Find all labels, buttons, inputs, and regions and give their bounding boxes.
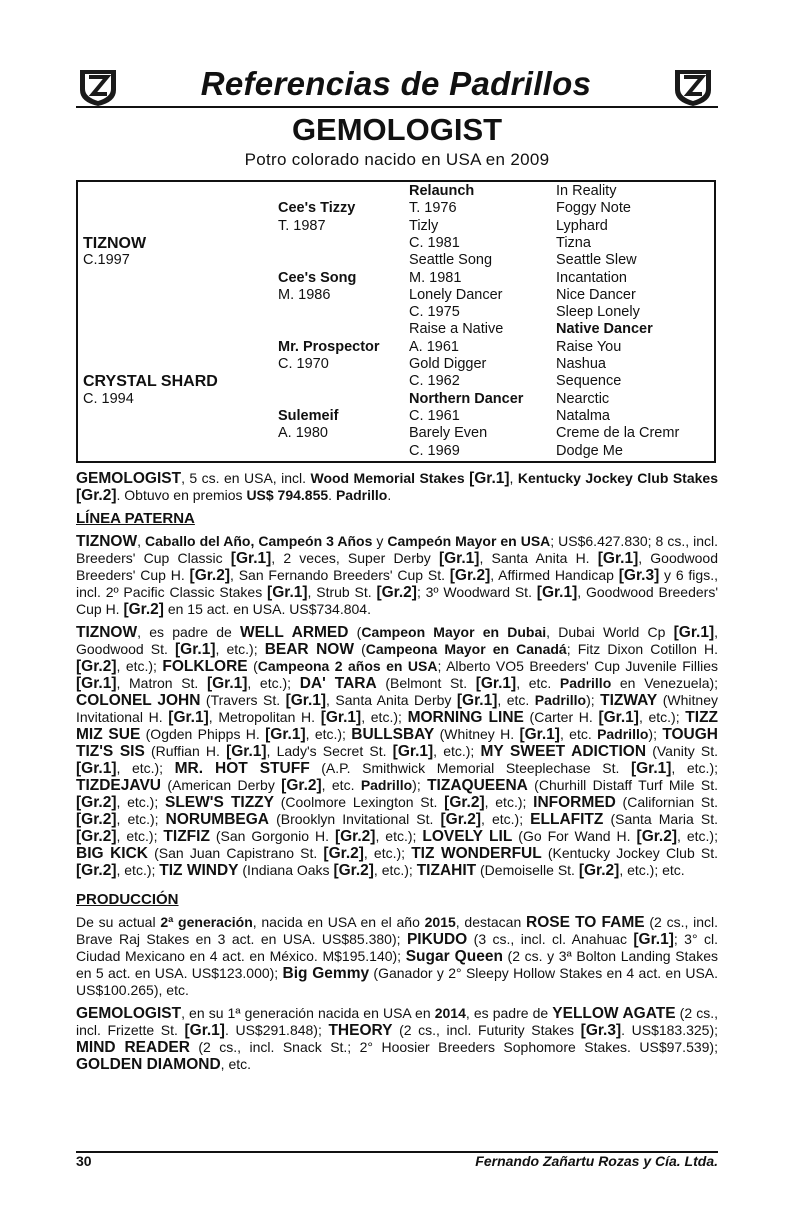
- horse-name-ref: PIKUDO: [406, 931, 468, 948]
- grade-label: [Gr.1]: [76, 760, 117, 777]
- pedigree-cell: Northern Dancer: [409, 390, 524, 407]
- grade-label: [Gr.1]: [168, 709, 209, 726]
- text-run: , Dubai World Cp: [546, 624, 674, 640]
- horse-name-ref: Big Gemmy: [282, 965, 370, 982]
- text-run: , 5 cs. en USA, incl.: [181, 470, 311, 486]
- grade-label: [Gr.2]: [323, 845, 364, 862]
- text-run: , etc.: [321, 777, 361, 793]
- pedigree-cell: In Reality: [556, 183, 617, 199]
- grade-label: [Gr.2]: [636, 828, 678, 845]
- pedigree-cell: Sequence: [556, 373, 622, 390]
- horse-name-ref: Sugar Queen: [405, 948, 503, 965]
- text-run: (Whitney H.: [434, 726, 520, 742]
- pedigree-cell: C.1997: [83, 252, 130, 269]
- pedigree-cell: Foggy Note: [556, 200, 631, 217]
- pedigree-cell: C. 1962: [409, 373, 460, 390]
- text-run: (San Juan Capistrano St.: [148, 845, 324, 861]
- header-divider: [76, 106, 718, 108]
- text-run: Kentucky Jockey Club Stakes: [517, 470, 718, 486]
- text-run: Padrillo: [534, 692, 587, 708]
- horse-name-ref: FOLKLORE: [162, 658, 248, 675]
- grade-label: [Gr.2]: [76, 828, 117, 845]
- text-run: Padrillo: [597, 726, 649, 742]
- text-run: (Churhill Distaff Turf Mile St.: [527, 777, 719, 793]
- text-run: (Santa Maria St.: [603, 811, 718, 827]
- grade-label: [Gr.2]: [76, 811, 117, 828]
- grade-label: [Gr.1]: [206, 675, 248, 692]
- horse-name-ref: NORUMBEGA: [165, 811, 269, 828]
- text-run: , en su 1ª generación nacida en USA en: [181, 1005, 435, 1021]
- horse-name-ref: SLEW'S TIZZY: [164, 794, 274, 811]
- grade-label: [Gr.3]: [618, 567, 660, 584]
- text-run: (2 cs., incl. Snack St.; 2° Hoosier Breeders Sophomore Stakes. US$97.539);: [189, 1039, 718, 1055]
- text-run: (: [247, 658, 258, 674]
- grade-label: [Gr.1]: [630, 760, 672, 777]
- text-run: (3 cs., incl. cl. Anahuac: [467, 931, 634, 947]
- grade-label: [Gr.1]: [285, 692, 327, 709]
- text-run: (Ogden Phipps H.: [140, 726, 266, 742]
- text-run: (Vanity St.: [646, 743, 719, 759]
- text-run: ; 3º Woodward St.: [416, 584, 537, 600]
- section-title-paternal: LÍNEA PATERNA: [76, 510, 195, 527]
- text-run: ,: [137, 533, 146, 549]
- stud-emblem-icon: [671, 64, 715, 108]
- text-run: (Californian St.: [615, 794, 718, 810]
- text-run: en 15 act. en USA. US$734.804.: [163, 601, 371, 617]
- text-run: .: [328, 487, 336, 503]
- pedigree-cell: Relaunch: [409, 183, 475, 199]
- grade-label: [Gr.1]: [456, 692, 498, 709]
- text-run: , San Fernando Breeders' Cup St.: [230, 567, 450, 583]
- pedigree-cell: Nice Dancer: [556, 286, 636, 303]
- text-run: , Affirmed Handicap: [490, 567, 619, 583]
- text-run: , es padre de: [465, 1005, 553, 1021]
- pedigree-cell: C. 1981: [409, 234, 460, 251]
- text-run: ; 3° cl. Ciudad Mexicano en 4 act. en México. M$195.140);: [76, 931, 718, 964]
- grade-label: [Gr.2]: [189, 567, 231, 584]
- grade-label: [Gr.1]: [475, 675, 517, 692]
- grade-label: [Gr.1]: [392, 743, 434, 760]
- pedigree-cell: Incantation: [556, 269, 627, 286]
- text-run: (Go For Wand H.: [512, 828, 637, 844]
- pedigree-cell: Cee's Tizzy: [278, 200, 356, 217]
- horse-name-ref: TIZAQUEENA: [427, 777, 528, 794]
- text-run: , etc.);: [116, 862, 160, 878]
- text-run: (American Derby: [160, 777, 282, 793]
- grade-label: [Gr.1]: [536, 584, 578, 601]
- grade-label: [Gr.2]: [76, 862, 117, 879]
- pedigree-table: [76, 180, 716, 463]
- grade-label: [Gr.1]: [175, 641, 216, 658]
- text-run: (San Gorgonio H.: [209, 828, 335, 844]
- text-run: , Goodwood Breeders' Cup H.: [76, 584, 718, 617]
- pedigree-cell: Raise You: [556, 338, 622, 355]
- horse-name: GEMOLOGIST: [291, 112, 503, 147]
- text-run: (2 cs. y 3ª Bolton Landing Stakes en 5 act. en USA. US$123.000);: [76, 948, 718, 981]
- text-run: , etc.);: [361, 709, 408, 725]
- pedigree-cell: M. 1981: [409, 269, 462, 286]
- text-run: (A.P. Smithwick Memorial Steeplechase St.: [309, 760, 631, 776]
- pedigree-cell: C. 1994: [83, 390, 134, 407]
- pedigree-cell: A. 1980: [278, 425, 328, 442]
- horse-name-ref: TIZFIZ: [163, 828, 210, 845]
- grade-label: [Gr.1]: [267, 584, 308, 601]
- horse-name-ref: TIZZ MIZ SUE: [76, 709, 719, 743]
- pedigree-cell: C. 1961: [409, 407, 460, 424]
- horse-name-ref: BULLSBAY: [351, 726, 435, 743]
- production-paragraph-1: [76, 914, 718, 999]
- text-run: , etc.);: [677, 828, 718, 844]
- pedigree-cell: Barely Even: [409, 425, 488, 442]
- grade-label: [Gr.1]: [597, 550, 639, 567]
- text-run: (Kentucky Jockey Club St.: [541, 845, 718, 861]
- text-run: Campeon Mayor en Dubai: [361, 624, 547, 640]
- text-run: , nacida en USA en el año: [252, 914, 425, 930]
- text-run: . US$291.848);: [224, 1022, 329, 1038]
- text-run: , Goodwood St.: [76, 624, 718, 657]
- text-run: Campeón Mayor en USA: [387, 533, 551, 549]
- grade-label: [Gr.2]: [123, 601, 164, 618]
- text-run: (2 cs., incl. Brave Raj Stakes en 3 act. en USA. US$85.380);: [76, 914, 719, 947]
- grade-label: [Gr.1]: [519, 726, 560, 743]
- text-run: ,: [509, 470, 518, 486]
- grade-label: [Gr.2]: [444, 794, 485, 811]
- text-run: );: [648, 726, 663, 742]
- horse-name-ref: TIZNOW: [76, 533, 138, 550]
- horse-name-ref: ELLAFITZ: [530, 811, 604, 828]
- pedigree-cell: Cee's Song: [278, 269, 357, 286]
- text-run: Padrillo: [335, 487, 388, 503]
- pedigree-cell: Dodge Me: [556, 442, 623, 459]
- text-run: 2015: [424, 914, 456, 930]
- text-run: y: [372, 533, 388, 549]
- text-run: Campeona Mayor en Canadá: [365, 641, 567, 657]
- text-run: (Brooklyn Invitational St.: [269, 811, 441, 827]
- grade-label: [Gr.1]: [598, 709, 639, 726]
- text-run: , etc.);: [671, 760, 718, 776]
- horse-name-ref: GEMOLOGIST: [76, 1005, 182, 1022]
- stud-emblem-icon-right: [671, 64, 715, 108]
- text-run: , 2 veces, Super Derby: [271, 550, 439, 566]
- text-run: (Ganador y 2° Sleepy Hollow Stakes en 4 act. en USA. US$100.265), etc.: [76, 965, 719, 998]
- pedigree-cell: Tizna: [556, 234, 591, 251]
- text-run: );: [586, 692, 601, 708]
- pedigree-cell: Tizly: [409, 217, 439, 234]
- grade-label: [Gr.1]: [633, 931, 674, 948]
- grade-label: [Gr.1]: [673, 624, 715, 641]
- text-run: 2014: [434, 1005, 466, 1021]
- text-run: , etc.);: [247, 675, 300, 691]
- horse-name-ref: TIZ WINDY: [159, 862, 239, 879]
- horse-name-ref: YELLOW AGATE: [552, 1005, 676, 1022]
- grade-label: [Gr.3]: [580, 1022, 622, 1039]
- text-run: , Metropolitan H.: [208, 709, 321, 725]
- pedigree-cell: T. 1987: [278, 217, 326, 234]
- pedigree-cell: C. 1969: [409, 442, 460, 459]
- text-run: US$ 794.855: [246, 487, 329, 503]
- grade-label: [Gr.2]: [76, 658, 117, 675]
- text-run: , destacan: [455, 914, 527, 930]
- text-run: , etc.: [220, 1056, 252, 1072]
- horse-name-ref: MY SWEET ADICTION: [480, 743, 647, 760]
- horse-name-ref: BIG KICK: [76, 845, 148, 862]
- pedigree-cell: Seattle Song: [409, 252, 493, 269]
- horse-name-ref: INFORMED: [533, 794, 616, 811]
- pedigree-cell: Seattle Slew: [556, 252, 637, 269]
- horse-name-ref: BEAR NOW: [264, 641, 354, 658]
- stud-emblem-icon-left: [76, 64, 120, 108]
- horse-name-ref: TIZWAY: [600, 692, 658, 709]
- text-run: Caballo del Año, Campeón 3 Años: [145, 533, 373, 549]
- pedigree-cell: Native Dancer: [556, 321, 653, 338]
- main-content: [76, 470, 718, 1079]
- grade-label: [Gr.1]: [469, 470, 510, 487]
- text-run: (Demoiselle St.: [476, 862, 579, 878]
- horse-name-ref: ROSE TO FAME: [526, 914, 645, 931]
- text-run: , Goodwood Breeders' Cup H.: [76, 550, 719, 583]
- text-run: Padrillo: [559, 675, 612, 691]
- grade-label: [Gr.1]: [320, 709, 362, 726]
- grade-label: [Gr.2]: [578, 862, 620, 879]
- text-run: (Carter H.: [523, 709, 599, 725]
- text-run: , etc.: [559, 726, 598, 742]
- text-run: , etc.);: [116, 794, 165, 810]
- text-run: , etc.);: [373, 862, 417, 878]
- production-paragraph-2: [76, 1005, 718, 1073]
- text-run: Campeona 2 años en USA: [257, 658, 438, 674]
- text-run: en Venezuela);: [611, 675, 719, 691]
- text-run: , Santa Anita Derby: [326, 692, 457, 708]
- horse-name-ref: COLONEL JOHN: [76, 692, 201, 709]
- summary-paragraph: [76, 470, 718, 504]
- pedigree-cell: Lonely Dancer: [409, 286, 503, 303]
- pedigree-cell: Sleep Lonely: [556, 304, 640, 321]
- horse-name-ref: WELL ARMED: [239, 624, 349, 641]
- grade-label: [Gr.2]: [334, 828, 376, 845]
- text-run: y 6 figs., incl. 2º Pacific Classic Stakes: [76, 567, 718, 600]
- text-run: (Belmont St.: [376, 675, 476, 691]
- text-run: , Santa Anita H.: [479, 550, 598, 566]
- grade-label: [Gr.2]: [76, 487, 117, 504]
- pedigree-cell: Nearctic: [556, 390, 610, 407]
- text-run: , Strub St.: [307, 584, 377, 600]
- text-run: , etc.);: [375, 828, 423, 844]
- text-run: (Indiana Oaks: [238, 862, 334, 878]
- pedigree-cell: Sulemeif: [278, 407, 339, 424]
- horse-name-ref: LOVELY LIL: [422, 828, 513, 845]
- text-run: Wood Memorial Stakes: [310, 470, 470, 486]
- horse-name-ref: MIND READER: [76, 1039, 190, 1056]
- paternal-paragraph-1: [76, 533, 718, 618]
- grade-label: [Gr.1]: [230, 550, 272, 567]
- text-run: , etc.); etc.: [619, 862, 685, 878]
- grade-label: [Gr.1]: [226, 743, 267, 760]
- text-run: , etc.);: [363, 845, 412, 861]
- pedigree-cell: Creme de la Cremr: [556, 425, 680, 442]
- pedigree-cell: T. 1976: [409, 200, 457, 217]
- text-run: 2ª generación: [160, 914, 253, 930]
- text-run: );: [412, 777, 428, 793]
- text-run: , etc.: [497, 692, 535, 708]
- text-run: , etc.);: [116, 760, 175, 776]
- book-title: Referencias de Padrillos: [200, 65, 592, 102]
- horse-name-ref: GEMOLOGIST: [76, 470, 182, 487]
- text-run: Padrillo: [360, 777, 413, 793]
- horse-name-ref: THEORY: [328, 1022, 393, 1039]
- horse-name-ref: TOUGH TIZ'S SIS: [76, 726, 719, 760]
- pedigree-cell: C. 1970: [278, 356, 329, 372]
- text-run: , etc.);: [305, 726, 352, 742]
- horse-name-ref: MORNING LINE: [407, 709, 524, 726]
- grade-label: [Gr.1]: [438, 550, 480, 567]
- horse-name-ref: MR. HOT STUFF: [174, 760, 310, 777]
- pedigree-cell: Nashua: [556, 356, 606, 372]
- pedigree-cell: CRYSTAL SHARD: [83, 373, 218, 391]
- text-run: ; US$6.427.830; 8 cs., incl. Breeders' Cup Classic: [76, 533, 718, 566]
- text-run: , Lady's Secret St.: [266, 743, 393, 759]
- pedigree-cell: Gold Digger: [409, 356, 487, 372]
- horse-name-ref: TIZAHIT: [416, 862, 477, 879]
- text-run: (: [354, 641, 366, 657]
- pedigree-cell: TIZNOW: [83, 234, 147, 252]
- horse-description: Potro colorado nacido en USA en 2009: [244, 150, 550, 169]
- pedigree-cell: M. 1986: [278, 286, 331, 303]
- pedigree-cell: Mr. Prospector: [278, 338, 380, 355]
- pedigree-cell: Natalma: [556, 407, 610, 424]
- section-title-production: PRODUCCIÓN: [76, 891, 179, 908]
- text-run: , etc.: [516, 675, 560, 691]
- text-run: ; Alberto VO5 Breeders' Cup Juvenile Fillies: [437, 658, 718, 674]
- text-run: , etc.);: [484, 794, 534, 810]
- horse-name-ref: TIZDEJAVU: [76, 777, 161, 794]
- text-run: De su actual: [76, 914, 161, 930]
- grade-label: [Gr.2]: [440, 811, 481, 828]
- grade-label: [Gr.2]: [281, 777, 322, 794]
- grade-label: [Gr.2]: [449, 567, 491, 584]
- pedigree-cell: Lyphard: [556, 217, 608, 234]
- text-run: . US$183.325);: [621, 1022, 719, 1038]
- grade-label: [Gr.1]: [184, 1022, 225, 1039]
- grade-label: [Gr.1]: [265, 726, 306, 743]
- horse-name-ref: DA' TARA: [299, 675, 377, 692]
- text-run: , etc.);: [433, 743, 481, 759]
- text-run: (: [348, 624, 362, 640]
- text-run: , etc.);: [116, 811, 166, 827]
- grade-label: [Gr.2]: [333, 862, 374, 879]
- stud-emblem-icon: [76, 64, 120, 108]
- paternal-paragraph-2: [76, 624, 718, 879]
- pedigree-cell: Raise a Native: [409, 321, 504, 338]
- text-run: , Matron St.: [116, 675, 207, 691]
- text-run: (2 cs., incl. Futurity Stakes: [392, 1022, 581, 1038]
- text-run: (Whitney Invitational H.: [76, 692, 718, 725]
- text-run: (2 cs., incl. Frizette St.: [76, 1005, 718, 1038]
- pedigree-cell: C. 1975: [409, 304, 460, 321]
- text-run: , etc.);: [116, 828, 164, 844]
- horse-name-ref: TIZ WONDERFUL: [411, 845, 542, 862]
- text-run: .: [387, 487, 392, 503]
- text-run: (Ruffian H.: [144, 743, 227, 759]
- text-run: , etc.);: [481, 811, 531, 827]
- text-run: (Coolmore Lexington St.: [274, 794, 445, 810]
- publisher-credit: Fernando Zañartu Rozas y Cía. Ltda.: [475, 1153, 718, 1169]
- text-run: , etc.);: [638, 709, 686, 725]
- text-run: , etc.);: [116, 658, 163, 674]
- grade-label: [Gr.2]: [76, 794, 117, 811]
- grade-label: [Gr.2]: [376, 584, 417, 601]
- grade-label: [Gr.1]: [76, 675, 117, 692]
- page-number: 30: [76, 1153, 92, 1169]
- text-run: , etc.);: [215, 641, 265, 657]
- text-run: ; Fitz Dixon Cotillon H.: [566, 641, 719, 657]
- horse-name-ref: GOLDEN DIAMOND: [76, 1056, 221, 1073]
- text-run: (Travers St.: [200, 692, 286, 708]
- pedigree-cell: A. 1961: [409, 338, 459, 355]
- horse-name-ref: TIZNOW: [76, 624, 138, 641]
- text-run: . Obtuvo en premios: [116, 487, 247, 503]
- text-run: , es padre de: [137, 624, 240, 640]
